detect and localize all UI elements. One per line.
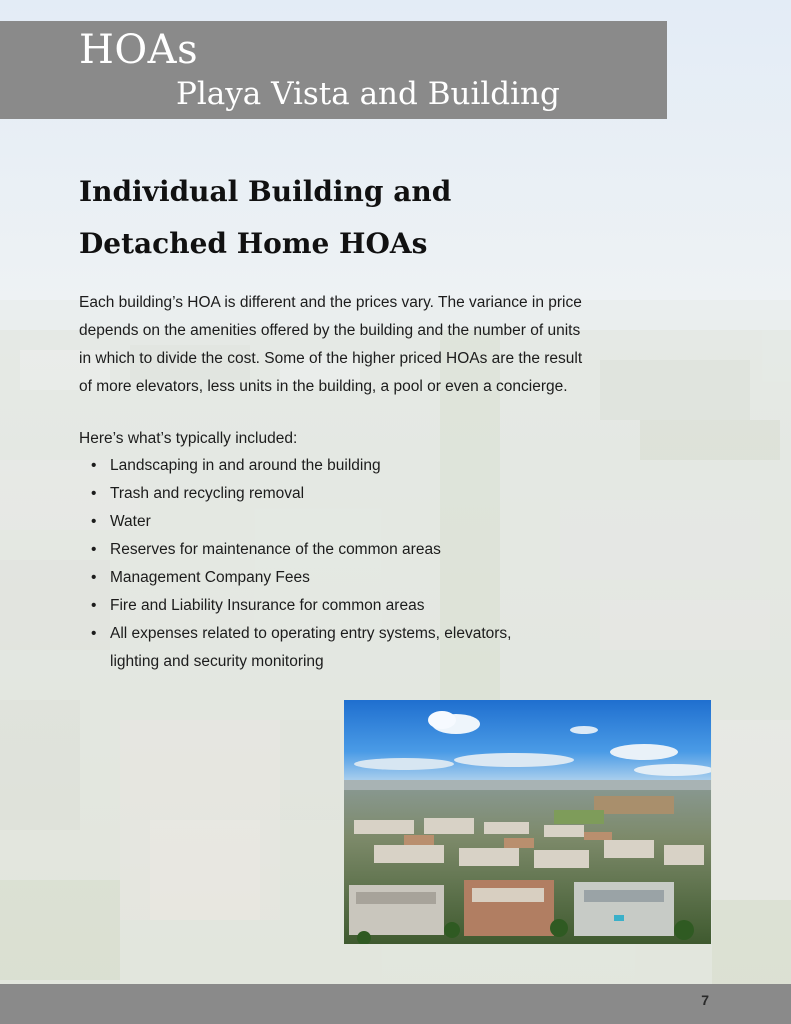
section-heading-line: Detached Home HOAs (79, 227, 428, 260)
list-item (110, 592, 670, 620)
page-number: 7 (701, 992, 709, 1008)
list-item-text: • All expenses related to operating entry systems, elevators, (110, 625, 512, 642)
list-item-text: lighting and security monitoring (110, 653, 324, 670)
page-subtitle: Playa Vista and Building (176, 76, 560, 112)
footer-band (0, 984, 791, 1024)
intro-line: of more elevators, less units in the building, a pool or even a concierge. (79, 378, 568, 395)
section-heading (79, 166, 679, 270)
list-item-text: • Trash and recycling removal (110, 485, 305, 502)
aerial-photo-illustration (344, 700, 711, 944)
page-title: HOAs (79, 27, 199, 73)
intro-line: Each building’s HOA is different and the prices vary. The variance in price (79, 294, 582, 311)
list-item (110, 620, 670, 676)
aerial-neighborhood-photo (344, 700, 711, 944)
list-intro: Here’s what’s typically included: (79, 430, 298, 447)
included-items-list (110, 452, 670, 676)
list-item (110, 564, 670, 592)
intro-line: depends on the amenities offered by the building and the number of units (79, 322, 581, 339)
intro-line: in which to divide the cost. Some of the higher priced HOAs are the result (79, 350, 583, 367)
intro-paragraph (79, 289, 719, 401)
list-item-text: • Landscaping in and around the building (110, 457, 381, 474)
list-item-text: • Management Company Fees (110, 569, 310, 586)
list-item-text: • Reserves for maintenance of the common areas (110, 541, 441, 558)
list-item-text: • Fire and Liability Insurance for common areas (110, 597, 425, 614)
list-item (110, 452, 670, 480)
list-item (110, 536, 670, 564)
section-heading-line: Individual Building and (79, 175, 452, 208)
list-item (110, 508, 670, 536)
list-item-text: • Water (110, 513, 151, 530)
list-item (110, 480, 670, 508)
